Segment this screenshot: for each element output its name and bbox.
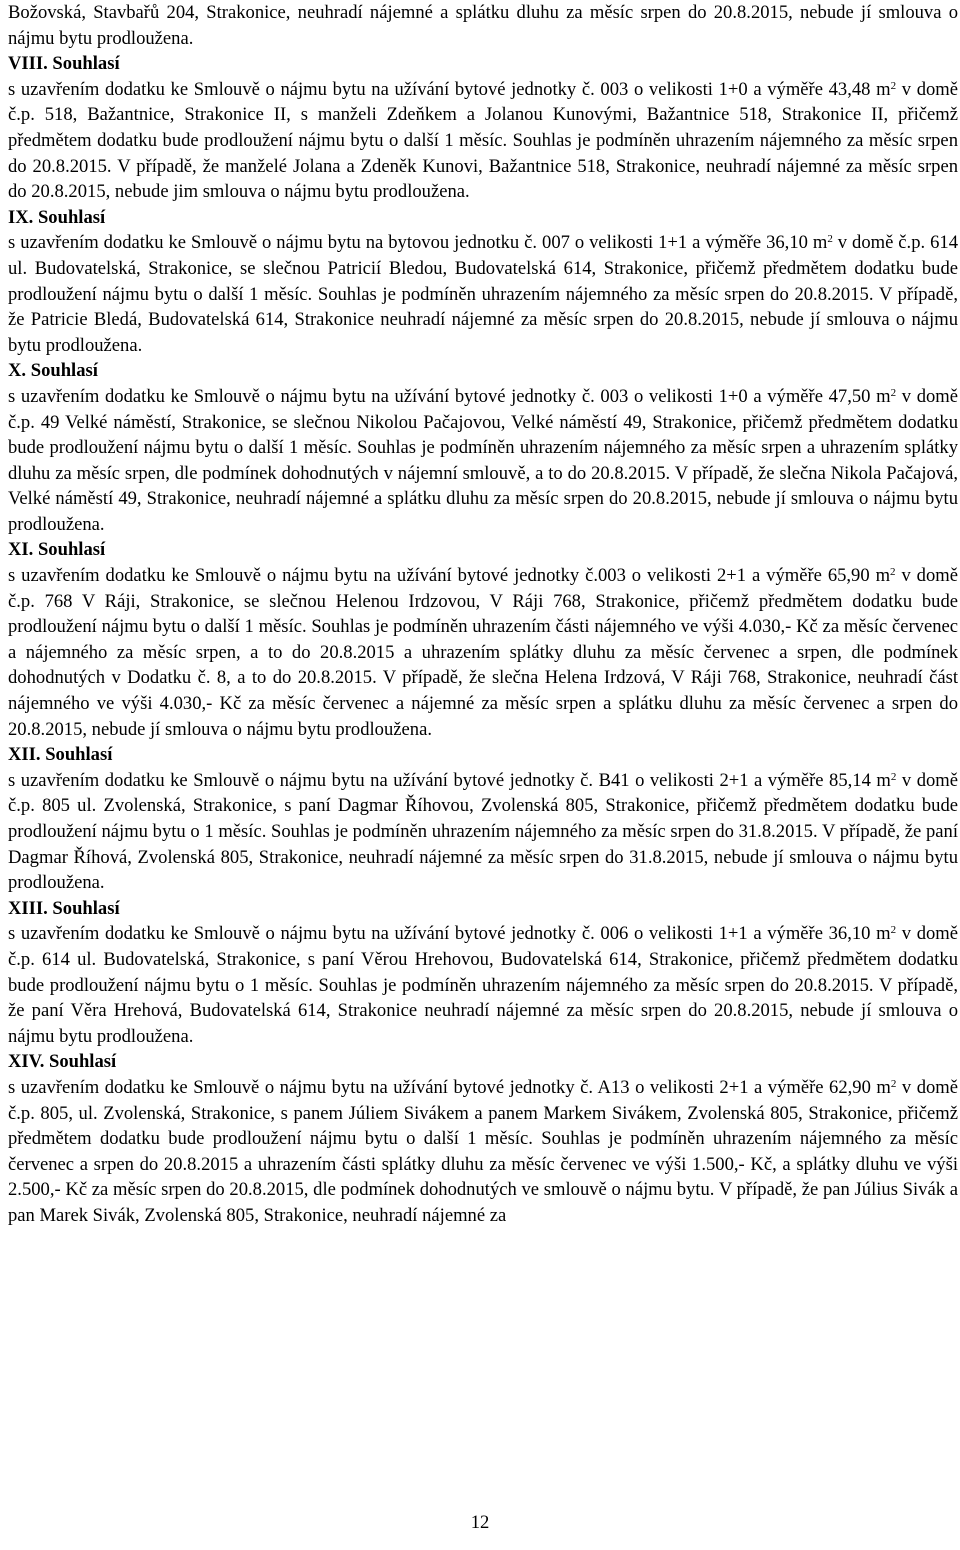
section-paragraph [8,230,958,358]
superscript: 2 [890,386,897,399]
section-heading: X. Souhlasí [8,360,98,382]
superscript: 2 [827,233,833,246]
section-heading: VIII. Souhlasí [8,53,120,75]
section-paragraph [8,563,958,742]
paragraph-text: v domě č.p. 518, Bažantnice, Strakonice II, s manželi Zdeňkem a Jolanou Kunovými, Bažantnice 518, Strakonice II, přičemž předmětem dodatku bude prodloužení nájmu bytu o další 1 měsíc. Souhlas je podmíněn uhrazením nájemného za měsíc srpen do 20.8.2015. V případě, že manželé Jolana a Zdeněk Kunovi, Bažantnice 518, Strakonice, neuhradí nájemné za měsíc srpen do 20.8.2015, nebude jim smlouva o nájmu bytu prodloužena. [8,78,959,203]
section-heading: XI. Souhlasí [8,539,106,561]
paragraph-text: s uzavřením dodatku ke Smlouvě o nájmu bytu na užívání bytové jednotky č. 003 o velikosti 1+0 a výměře 47,50 m [8,385,891,407]
paragraph-text: s uzavřením dodatku ke Smlouvě o nájmu bytu na užívání bytové jednotky č. B41 o velikosti 2+1 a výměře 85,14 m [8,769,891,791]
section-paragraph [8,77,958,205]
paragraph-text: v domě č.p. 49 Velké náměstí, Strakonice, se slečnou Nikolou Pačajovou, Velké náměstí 49, Strakonice, přičemž předmětem dodatku bude prodloužení nájmu bytu o další 1 měsíc. Souhlas je podmíněn uhrazením nájemného za měsíc srpen a uhrazením splátky dluhu za měsíc srpen, dle podmínek dohodnutých v nájemní smlouvě, a to do 20.8.2015. V případě, že slečna Nikola Pačajová, Velké náměstí 49, Strakonice, neuhradí nájemné a splátku dluhu za měsíc srpen do 20.8.2015, nebude jí smlouva o nájmu bytu prodloužena. [8,385,959,535]
superscript: 2 [890,770,897,783]
paragraph-text: s uzavřením dodatku ke Smlouvě o nájmu bytu na užívání bytové jednotky č. 003 o velikosti 1+0 a výměře 43,48 m [8,78,891,100]
paragraph-text: s uzavřením dodatku ke Smlouvě o nájmu bytu na užívání bytové jednotky č. A13 o velikosti 2+1 a výměře 62,90 m [8,1076,891,1098]
superscript: 2 [890,79,897,92]
paragraph-text: s uzavřením dodatku ke Smlouvě o nájmu bytu na užívání bytové jednotky č.003 o velikosti 2+1 a výměře 65,90 m [8,565,891,587]
section-heading: XIII. Souhlasí [8,897,120,919]
paragraph-continuation [8,0,958,51]
paragraph-text: s uzavřením dodatku ke Smlouvě o nájmu bytu na užívání bytové jednotky č. 006 o velikosti 1+1 a výměře 36,10 m [8,923,891,945]
paragraph-text: v domě č.p. 614 ul. Budovatelská, Strakonice, s paní Věrou Hrehovou, Budovatelská 614, Strakonice, přičemž předmětem dodatku bude prodloužení nájmu bytu o 1 měsíc. Souhlas je podmíněn uhrazením nájemného za měsíc srpen do 20.8.2015. V případě, že paní Věra Hrehová, Budovatelská 614, Strakonice neuhradí nájemné za měsíc srpen do 20.8.2015, nebude jí smlouva o nájmu bytu prodloužena. [8,923,959,1047]
section-heading: IX. Souhlasí [8,206,106,228]
section-paragraph [8,921,958,1049]
section-paragraph [8,1075,958,1229]
section-paragraph [8,384,958,538]
paragraph-text: v domě č.p. 614 ul. Budovatelská, Strakonice, se slečnou Patricií Bledou, Budovatelská 614, Strakonice, přičemž předmětem dodatku bude prodloužení nájmu bytu o další 1 měsíc. Souhlas je podmíněn uhrazením nájemného za měsíc srpen do 20.8.2015. V případě, že Patricie Bledá, Budovatelská 614, Strakonice neuhradí nájemné za měsíc srpen do 20.8.2015, nebude jí smlouva o nájmu bytu prodloužena. [8,232,958,356]
paragraph-text: v domě č.p. 805, ul. Zvolenská, Strakonice, s panem Júliem Sivákem a panem Markem Sivákem, Zvolenská 805, Strakonice, přičemž předmětem dodatku bude prodloužení nájmu bytu o další 1 měsíc. Souhlas je podmíněn uhrazením nájemného za měsíc červenec a srpen do 20.8.2015 a uhrazením části splátky dluhu za měsíc červenec ve výši 1.500,- Kč, a splátky dluhu ve výši 2.500,- Kč za měsíc srpen do 20.8.2015, dle podmínek dohodnutých ve smlouvě o nájmu bytu. V případě, že pan Július Sivák a pan Marek Sivák, Zvolenská 805, Strakonice, neuhradí nájemné za [8,1076,958,1226]
paragraph-text: v domě č.p. 805 ul. Zvolenská, Strakonice, s paní Dagmar Říhovou, Zvolenská 805, Strakonice, přičemž předmětem dodatku bude prodloužení nájmu bytu o 1 měsíc. Souhlas je podmíněn uhrazením nájemného za měsíc srpen do 31.8.2015. V případě, že paní Dagmar Říhová, Zvolenská 805, Strakonice, neuhradí nájemné za měsíc srpen do 31.8.2015, nebude jí smlouva o nájmu bytu prodloužena. [8,769,958,894]
document-page [8,0,958,1229]
section-heading: XIV. Souhlasí [8,1051,117,1073]
page-number: 12 [470,1512,490,1533]
superscript: 2 [890,566,896,579]
paragraph-text: Božovská, Stavbařů 204, Strakonice, neuhradí nájemné a splátku dluhu za měsíc srpen do 20.8.2015, nebude jí smlouva o nájmu bytu prodloužena. [8,2,958,49]
section-paragraph [8,768,958,896]
paragraph-text: s uzavřením dodatku ke Smlouvě o nájmu bytu na bytovou jednotku č. 007 o velikosti 1+1 a výměře 36,10 m [8,232,828,254]
section-heading: XII. Souhlasí [8,744,113,766]
paragraph-text: v domě č.p. 768 V Ráji, Strakonice, se slečnou Helenou Irdzovou, V Ráji 768, Strakonice, přičemž předmětem dodatku bude prodloužení nájmu bytu o další 1 měsíc. Souhlas je podmíněn uhrazením části nájemného ve výši 4.030,- Kč za měsíc červenec a nájemného za měsíc srpen, a to do 20.8.2015 a uhrazením splátky dluhu za měsíc červenec a srpen, dle podmínek dohodnutých v Dodatku č. 8, a to do 20.8.2015. V případě, že slečna Helena Irdzová, V Ráji 768, Strakonice, neuhradí část nájemného ve výši 4.030,- Kč za měsíc červenec a nájemné za měsíc srpen a splátku dluhu za měsíc červenec a srpen do 20.8.2015, nebude jí smlouva o nájmu bytu prodloužena. [8,565,958,740]
superscript: 2 [890,1077,897,1090]
superscript: 2 [890,924,897,937]
